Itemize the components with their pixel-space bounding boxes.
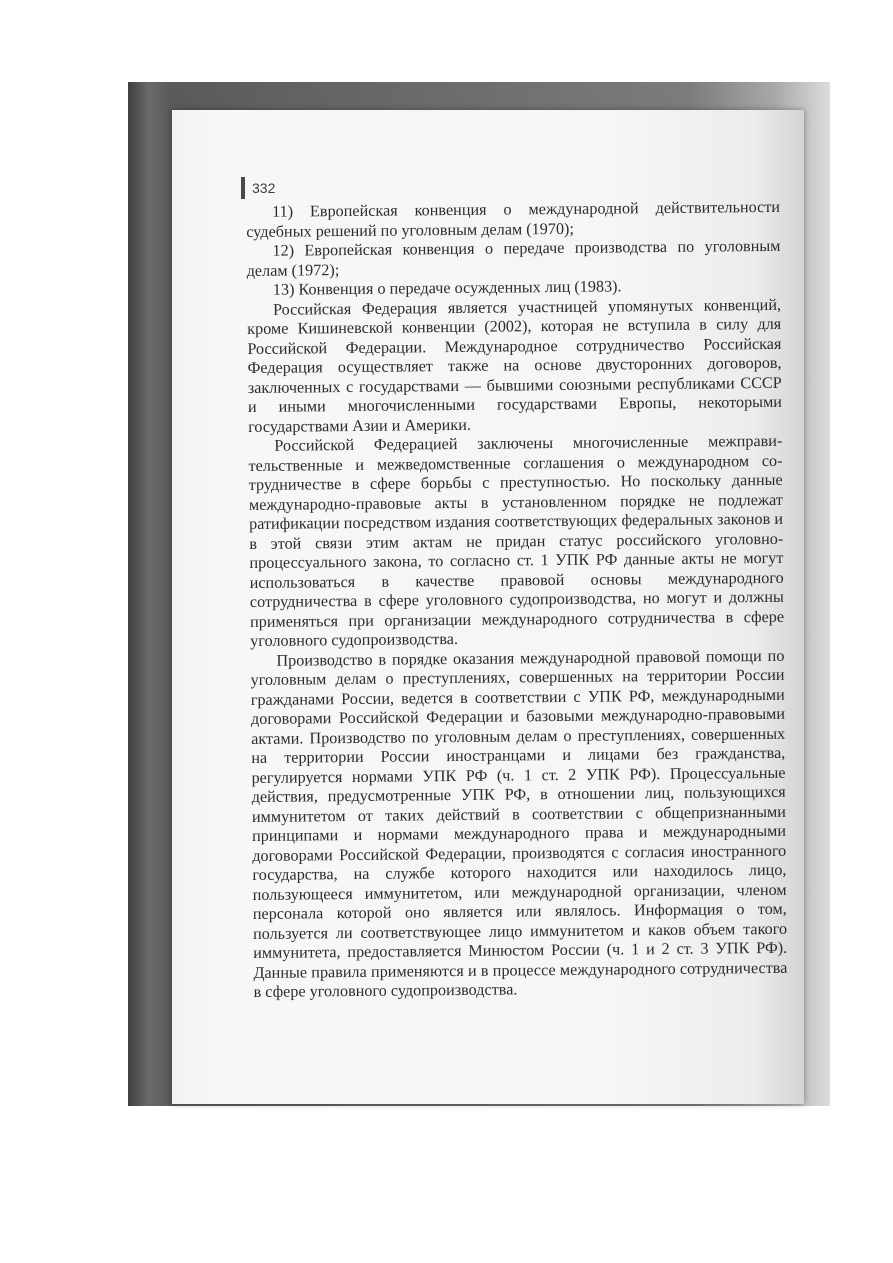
page-number xyxy=(241,177,275,199)
page-number-text: 332 xyxy=(252,180,276,196)
list-item-11: 11) Европейская конвенция о международной действительности судебных решений по уголовным делам (1970); xyxy=(246,197,781,241)
paragraph-intergovernmental-agreements: Российской Федерацией заключены многочисленные межправительственные и межведомственные соглашения о международном сотрудничестве в сфере борьбы с преступностью. Но поскольку данные международно-правовые акты в установленном порядке не подлежат ратификации посредством издания соответствующих федеральных законов и в этой связи этим актам не придан статус российского уголовно-процессуального закона, то согласно ст. 1 УПК РФ данные акты не могут использоваться в качестве правовой основы международного сотрудничества в сфере уголовного судопроизводства, но могут и должны применяться при организации международного сотрудничества в сфере уголовного судопроизводства. xyxy=(248,431,785,650)
paragraph-legal-assistance-proceedings: Производство в порядке оказания международной правовой помощи по уголовным делам о преступлениях, совершенных на территории России гражданами России, ведется в соответствии с УПК РФ, международными договорами Российской Федерации и базовыми международно-правовыми актами. Производство по уголовным делам о преступлениях, совершенных на территории России иностранцами и лицами без гражданства, регулируется нормами УПК РФ (ч. 1 ст. 2 УПК РФ). Процессуальные действия, предусмотренные УПК РФ, в отношении лиц, пользующихся иммунитетом от таких действий в соответствии с общепризнанными принципами и нормами международного права и международными договорами Российской Федерации, производятся с согласия иностранного государства, на службе которого находится или находилось лицо, пользующееся иммунитетом, или международной организации, членом персонала которой оно является или являлось. Информация о том, пользуется ли соответствующее лицо иммунитетом и каков объем такого иммунитета, предоставляется Минюстом России (ч. 1 и 2 ст. 3 УПК РФ). Данные правила применяются и в процессе международного сотрудничества в сфере уголовного судопроизводства. xyxy=(250,646,788,1001)
page-body-text xyxy=(246,198,788,1003)
list-item-13: 13) Конвенция о передаче осужденных лиц (1983). xyxy=(272,277,622,299)
list-item-12: 12) Европейская конвенция о передаче производства по уголовным делам (1972); xyxy=(246,236,781,280)
page-number-marker xyxy=(241,177,245,199)
paragraph-russian-federation-participation: Российская Федерация является участницей упомянутых конвенций, кроме Кишиневской конвенции (2002), которая не вступила в силу для Российской Федерации. Международное сотрудничество Российская Федерация осуществляет также на основе двусторонних договоров, заключенных с государствами — бывшими союзными республиками СССР и иными многочисленными государствами Европы, некоторыми государствами Азии и Америки. xyxy=(247,295,783,436)
